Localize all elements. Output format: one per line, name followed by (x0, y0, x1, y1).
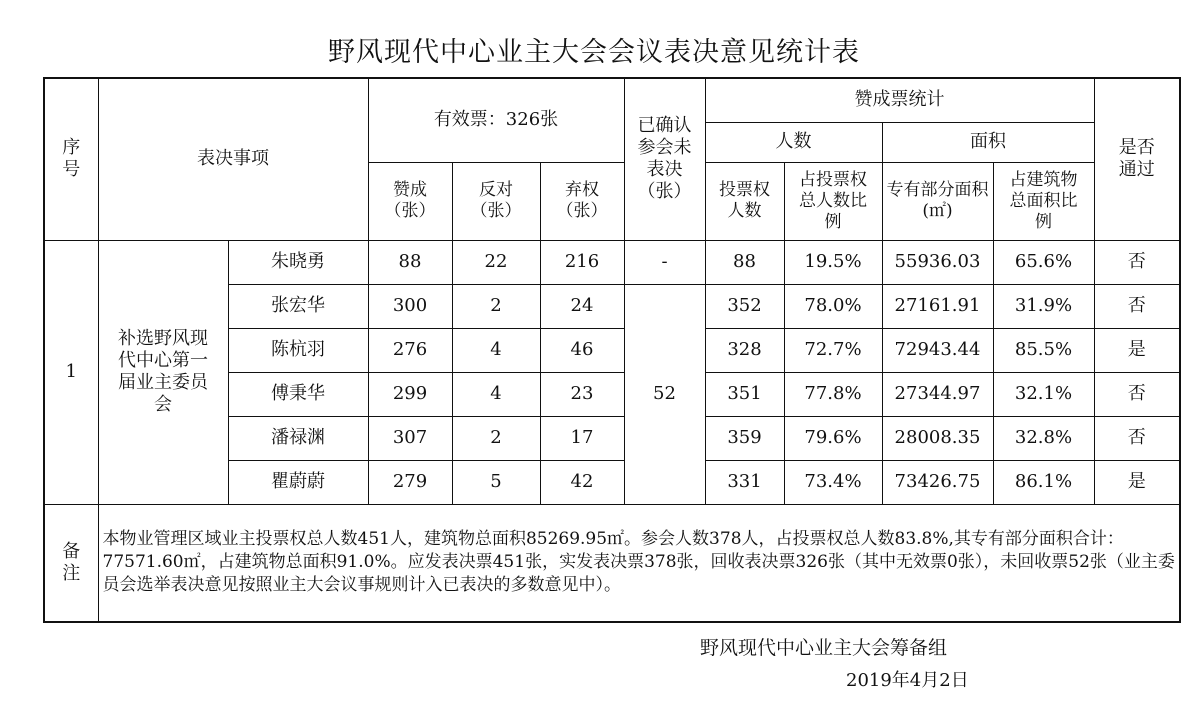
header-persons: 人数 (705, 122, 882, 162)
exclusive-area: 72943.44 (882, 328, 993, 372)
document-date: 2019年4月2日 (846, 670, 969, 691)
oppose-count: 5 (452, 460, 540, 504)
header-approve: 赞成（张） (368, 162, 452, 240)
voter-ratio: 78.0% (784, 284, 882, 328)
candidate-name: 傅秉华 (228, 372, 368, 416)
exclusive-area: 27344.97 (882, 372, 993, 416)
header-area: 面积 (882, 122, 1094, 162)
voter-count: 88 (705, 240, 784, 284)
approve-count: 276 (368, 328, 452, 372)
header-voter-count: 投票权人数 (705, 162, 784, 240)
area-ratio: 32.1% (993, 372, 1094, 416)
voter-ratio: 73.4% (784, 460, 882, 504)
header-oppose: 反对（张） (452, 162, 540, 240)
header-voter-ratio: 占投票权总人数比例 (784, 162, 882, 240)
abstain-count: 17 (540, 416, 624, 460)
candidate-name: 朱晓勇 (228, 240, 368, 284)
passed-status: 否 (1094, 416, 1180, 460)
header-seq: 序号 (44, 78, 98, 240)
header-abstain: 弃权（张） (540, 162, 624, 240)
abstain-count: 42 (540, 460, 624, 504)
area-ratio: 32.8% (993, 416, 1094, 460)
passed-status: 否 (1094, 284, 1180, 328)
candidate-name: 陈杭羽 (228, 328, 368, 372)
voter-count: 328 (705, 328, 784, 372)
item-matter: 补选野风现代中心第一届业主委员会 (98, 240, 228, 504)
table-row (44, 240, 1180, 284)
candidate-name: 张宏华 (228, 284, 368, 328)
voter-ratio: 79.6% (784, 416, 882, 460)
oppose-count: 4 (452, 372, 540, 416)
remarks-label: 备注 (44, 504, 98, 622)
passed-status: 否 (1094, 372, 1180, 416)
candidate-name: 潘禄渊 (228, 416, 368, 460)
oppose-count: 2 (452, 284, 540, 328)
header-matter: 表决事项 (98, 78, 368, 240)
area-ratio: 31.9% (993, 284, 1094, 328)
area-ratio: 65.6% (993, 240, 1094, 284)
passed-status: 是 (1094, 460, 1180, 504)
approve-count: 88 (368, 240, 452, 284)
passed-status: 否 (1094, 240, 1180, 284)
area-ratio: 85.5% (993, 328, 1094, 372)
header-passed: 是否通过 (1094, 78, 1180, 240)
exclusive-area: 73426.75 (882, 460, 993, 504)
voting-statistics-table (43, 77, 1181, 623)
header-confirmed-not-voted: 已确认参会未表决（张） (624, 78, 705, 240)
approve-count: 299 (368, 372, 452, 416)
exclusive-area: 27161.91 (882, 284, 993, 328)
voter-count: 359 (705, 416, 784, 460)
voter-count: 352 (705, 284, 784, 328)
approve-count: 300 (368, 284, 452, 328)
voter-ratio: 72.7% (784, 328, 882, 372)
voter-count: 351 (705, 372, 784, 416)
oppose-count: 2 (452, 416, 540, 460)
organization-signature: 野风现代中心业主大会筹备组 (700, 637, 948, 659)
candidate-name: 瞿蔚蔚 (228, 460, 368, 504)
abstain-count: 46 (540, 328, 624, 372)
header-building-ratio: 占建筑物总面积比例 (993, 162, 1094, 240)
abstain-count: 216 (540, 240, 624, 284)
area-ratio: 86.1% (993, 460, 1094, 504)
oppose-count: 4 (452, 328, 540, 372)
abstain-count: 23 (540, 372, 624, 416)
voter-count: 331 (705, 460, 784, 504)
page-title: 野风现代中心业主大会会议表决意见统计表 (328, 37, 860, 68)
confirmed-not-voted-count: 52 (624, 284, 705, 504)
voter-ratio: 19.5% (784, 240, 882, 284)
item-seq: 1 (44, 240, 98, 504)
oppose-count: 22 (452, 240, 540, 284)
exclusive-area: 55936.03 (882, 240, 993, 284)
confirmed-not-voted-dash: - (624, 240, 705, 284)
header-exclusive-area: 专有部分面积(㎡) (882, 162, 993, 240)
header-valid-votes: 有效票：326张 (368, 78, 624, 162)
remarks-text: 本物业管理区域业主投票权总人数451人，建筑物总面积85269.95㎡。参会人数378人，占投票权总人数83.8%,其专有部分面积合计：77571.60㎡，占建筑物总面积91.0%。应发表决票451张，实发表决票378张，回收表决票326张（其中无效票0张），未回收票52张（业主委员会选举表决意见按照业主大会议事规则计入已表决的多数意见中）。 (98, 504, 1180, 622)
voter-ratio: 77.8% (784, 372, 882, 416)
approve-count: 279 (368, 460, 452, 504)
remarks-row (44, 504, 1180, 622)
approve-count: 307 (368, 416, 452, 460)
exclusive-area: 28008.35 (882, 416, 993, 460)
header-approval-stats: 赞成票统计 (705, 78, 1094, 122)
passed-status: 是 (1094, 328, 1180, 372)
abstain-count: 24 (540, 284, 624, 328)
